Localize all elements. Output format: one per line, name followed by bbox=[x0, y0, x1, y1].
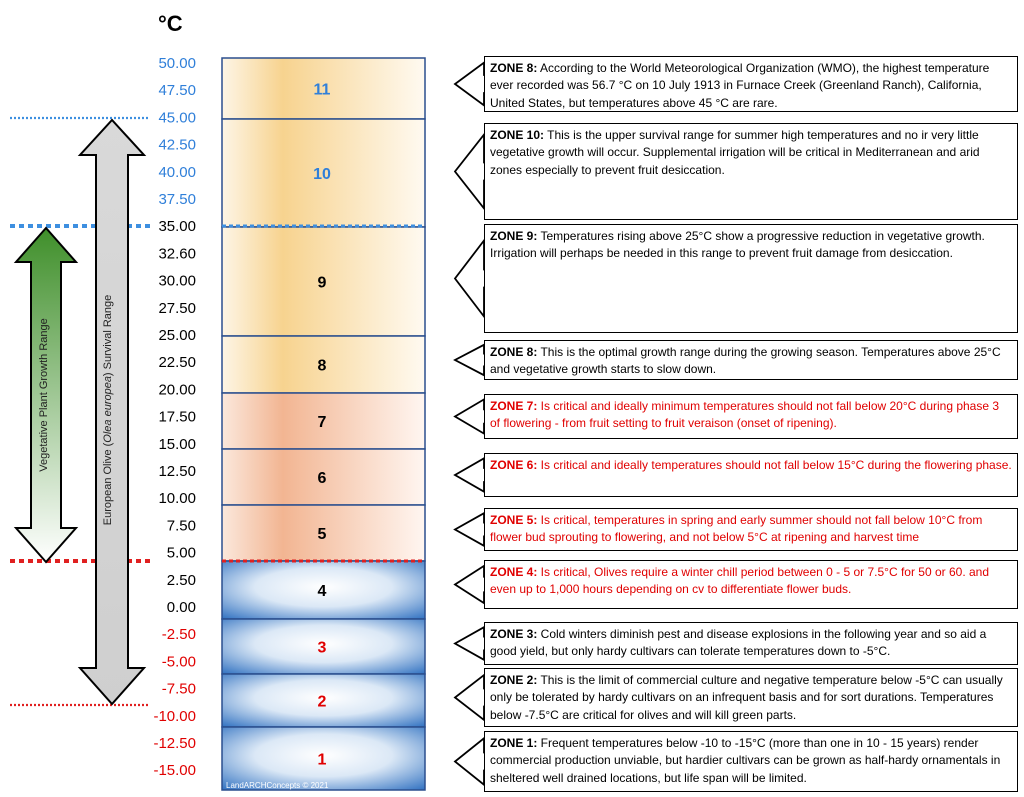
zone-text: Is critical, Olives require a winter chill period between 0 - 5 or 7.5°C for 50 or 60. and even up to 1,000 hours depending on cv to differentiate flower buds. bbox=[490, 565, 990, 597]
tick-label: -7.50 bbox=[161, 680, 196, 698]
tick-label: 15.00 bbox=[158, 435, 196, 453]
description-zone-8 bbox=[484, 340, 1018, 380]
zone-text: Is critical and ideally temperatures should not fall below 15°C during the flowering phase. bbox=[537, 458, 1012, 472]
callout-arrow bbox=[455, 399, 486, 433]
zone-bar bbox=[222, 58, 425, 790]
callout-arrow bbox=[455, 63, 486, 106]
zone-title: ZONE 9: bbox=[490, 229, 538, 243]
tick-label: 2.50 bbox=[166, 571, 196, 589]
callout-arrows bbox=[455, 63, 486, 785]
callout-arrow bbox=[455, 738, 486, 784]
tick-label: 12.50 bbox=[158, 463, 196, 480]
tick-label: 45.00 bbox=[158, 109, 196, 127]
zone-title: ZONE 8: bbox=[490, 345, 538, 359]
tick-label: 47.50 bbox=[158, 82, 196, 100]
zone-text: This is the optimal growth range during the growing season. Temperatures above 25°C and vegetative growth starts to slow down. bbox=[490, 345, 1001, 377]
description-zone-10 bbox=[484, 123, 1018, 220]
zone-title: ZONE 1: bbox=[490, 736, 538, 750]
zone-number: 3 bbox=[317, 639, 327, 657]
callout-arrow bbox=[455, 627, 486, 660]
tick-label: 30.00 bbox=[158, 272, 196, 290]
tick-label: 10.00 bbox=[158, 490, 196, 508]
tick-label: 42.50 bbox=[158, 136, 196, 154]
tick-label: 32.60 bbox=[158, 245, 196, 263]
callout-arrow bbox=[455, 135, 486, 209]
callout-arrow bbox=[455, 241, 486, 317]
tick-label: 37.50 bbox=[158, 191, 196, 208]
description-zone-2 bbox=[484, 668, 1018, 727]
zone-title: ZONE 2: bbox=[490, 673, 538, 687]
description-zone-11 bbox=[484, 56, 1018, 112]
zone-text: Is critical, temperatures in spring and early summer should not fall below 10°C from flower bud sprouting to flowering, and not below 5°C at ripening and harvest time bbox=[490, 513, 983, 545]
zone-text: Cold winters diminish pest and disease explosions in the following year and so aid a good yield, but only hardy cultivars can tolerate temperatures down to -5°C. bbox=[490, 627, 987, 659]
zone-title: ZONE 8: bbox=[490, 61, 538, 75]
description-zone-9 bbox=[484, 224, 1018, 333]
zone-text: Temperatures rising above 25°C show a progressive reduction in vegetative growth. Irrigation will perhaps be needed in this range to prevent fruit damage from desiccation. bbox=[490, 229, 985, 261]
callout-arrow bbox=[455, 345, 486, 375]
zone-text: This is the upper survival range for summer high temperatures and no ir very little vegetative growth will occur. Supplemental irrigation will be critical in Mediterranean and arid zones especially to prevent fruit desiccation. bbox=[490, 128, 980, 177]
tick-label: -12.50 bbox=[153, 735, 196, 752]
description-zone-5 bbox=[484, 508, 1018, 551]
tick-label: -5.00 bbox=[161, 653, 196, 671]
zone-number: 5 bbox=[317, 526, 327, 543]
tick-label: 27.50 bbox=[158, 299, 196, 317]
description-zone-4 bbox=[484, 560, 1018, 609]
tick-label: 22.50 bbox=[158, 354, 196, 372]
zone-number: 9 bbox=[317, 274, 327, 292]
tick-label: 20.00 bbox=[158, 381, 196, 399]
zone-text: Frequent temperatures below -10 to -15°C (more than one in 10 - 15 years) render commercial production unviable, but hardier cultivars can be grown as half-hardy ornamentals in sheltered well drained locations, but life span will be limited. bbox=[490, 736, 1001, 785]
zone-text: According to the World Meteorological Organization (WMO), the highest temperature ever recorded was 56.7 °C on 10 July 1913 in Furnace Creek (Greenland Ranch), California, United States, but temperatures above 45 °C are rare. bbox=[490, 61, 990, 110]
tick-label: 35.00 bbox=[158, 218, 196, 236]
zone-title: ZONE 10: bbox=[490, 128, 545, 142]
zone-number: 1 bbox=[317, 751, 327, 769]
zone-number: 11 bbox=[313, 81, 331, 99]
description-zone-6 bbox=[484, 453, 1018, 497]
tick-label: 7.50 bbox=[166, 517, 196, 535]
tick-label: -10.00 bbox=[153, 707, 196, 725]
vegetative-growth-arrow bbox=[16, 228, 76, 562]
tick-label: 5.00 bbox=[166, 544, 196, 562]
tick-label: 17.50 bbox=[158, 408, 196, 426]
survival-range-label: European Olive (Olea europea) Survival Range bbox=[102, 294, 114, 526]
tick-label: 50.00 bbox=[158, 55, 196, 72]
callout-arrow bbox=[455, 566, 486, 603]
callout-arrow bbox=[455, 675, 486, 720]
description-zone-3 bbox=[484, 622, 1018, 665]
zone-title: ZONE 4: bbox=[490, 565, 538, 579]
tick-label: -15.00 bbox=[153, 762, 196, 780]
temperature-axis bbox=[153, 55, 196, 779]
zone-title: ZONE 5: bbox=[490, 513, 538, 527]
unit-label: °C bbox=[158, 11, 183, 36]
zone-title: ZONE 6: bbox=[490, 458, 538, 472]
zone-number: 7 bbox=[317, 414, 327, 431]
tick-label: 0.00 bbox=[166, 599, 196, 616]
credit-text: LandARCHConcepts © 2021 bbox=[226, 781, 329, 790]
zone-number: 4 bbox=[317, 583, 327, 600]
zone-text: Is critical and ideally minimum temperatures should not fall below 20°C during phase 3 of flowering - from fruit setting to fruit veraison (onset of ripening). bbox=[490, 399, 1000, 431]
zone-number: 6 bbox=[317, 470, 327, 487]
callout-arrow bbox=[455, 458, 486, 491]
zone-text: This is the limit of commercial culture and negative temperature below -5°C can usually only be tolerated by hardy cultivars on an infrequent basis and for sort durations. Temperatures below -7.5°C are critical for olives and will kill green parts. bbox=[490, 673, 1003, 722]
callout-arrow bbox=[455, 513, 486, 546]
zone-number: 2 bbox=[317, 693, 327, 711]
description-zone-7 bbox=[484, 394, 1018, 439]
survival-range-arrow bbox=[80, 120, 144, 704]
zone-title: ZONE 7: bbox=[490, 399, 538, 413]
tick-label: 40.00 bbox=[158, 163, 196, 181]
tick-label: -2.50 bbox=[161, 626, 196, 644]
zone-number: 8 bbox=[317, 357, 327, 375]
vegetative-growth-label: Vegetative Plant Growth Range bbox=[38, 318, 50, 472]
zone-title: ZONE 3: bbox=[490, 627, 538, 641]
zone-number: 10 bbox=[313, 166, 331, 183]
description-zone-1 bbox=[484, 731, 1018, 792]
tick-label: 25.00 bbox=[158, 327, 196, 344]
